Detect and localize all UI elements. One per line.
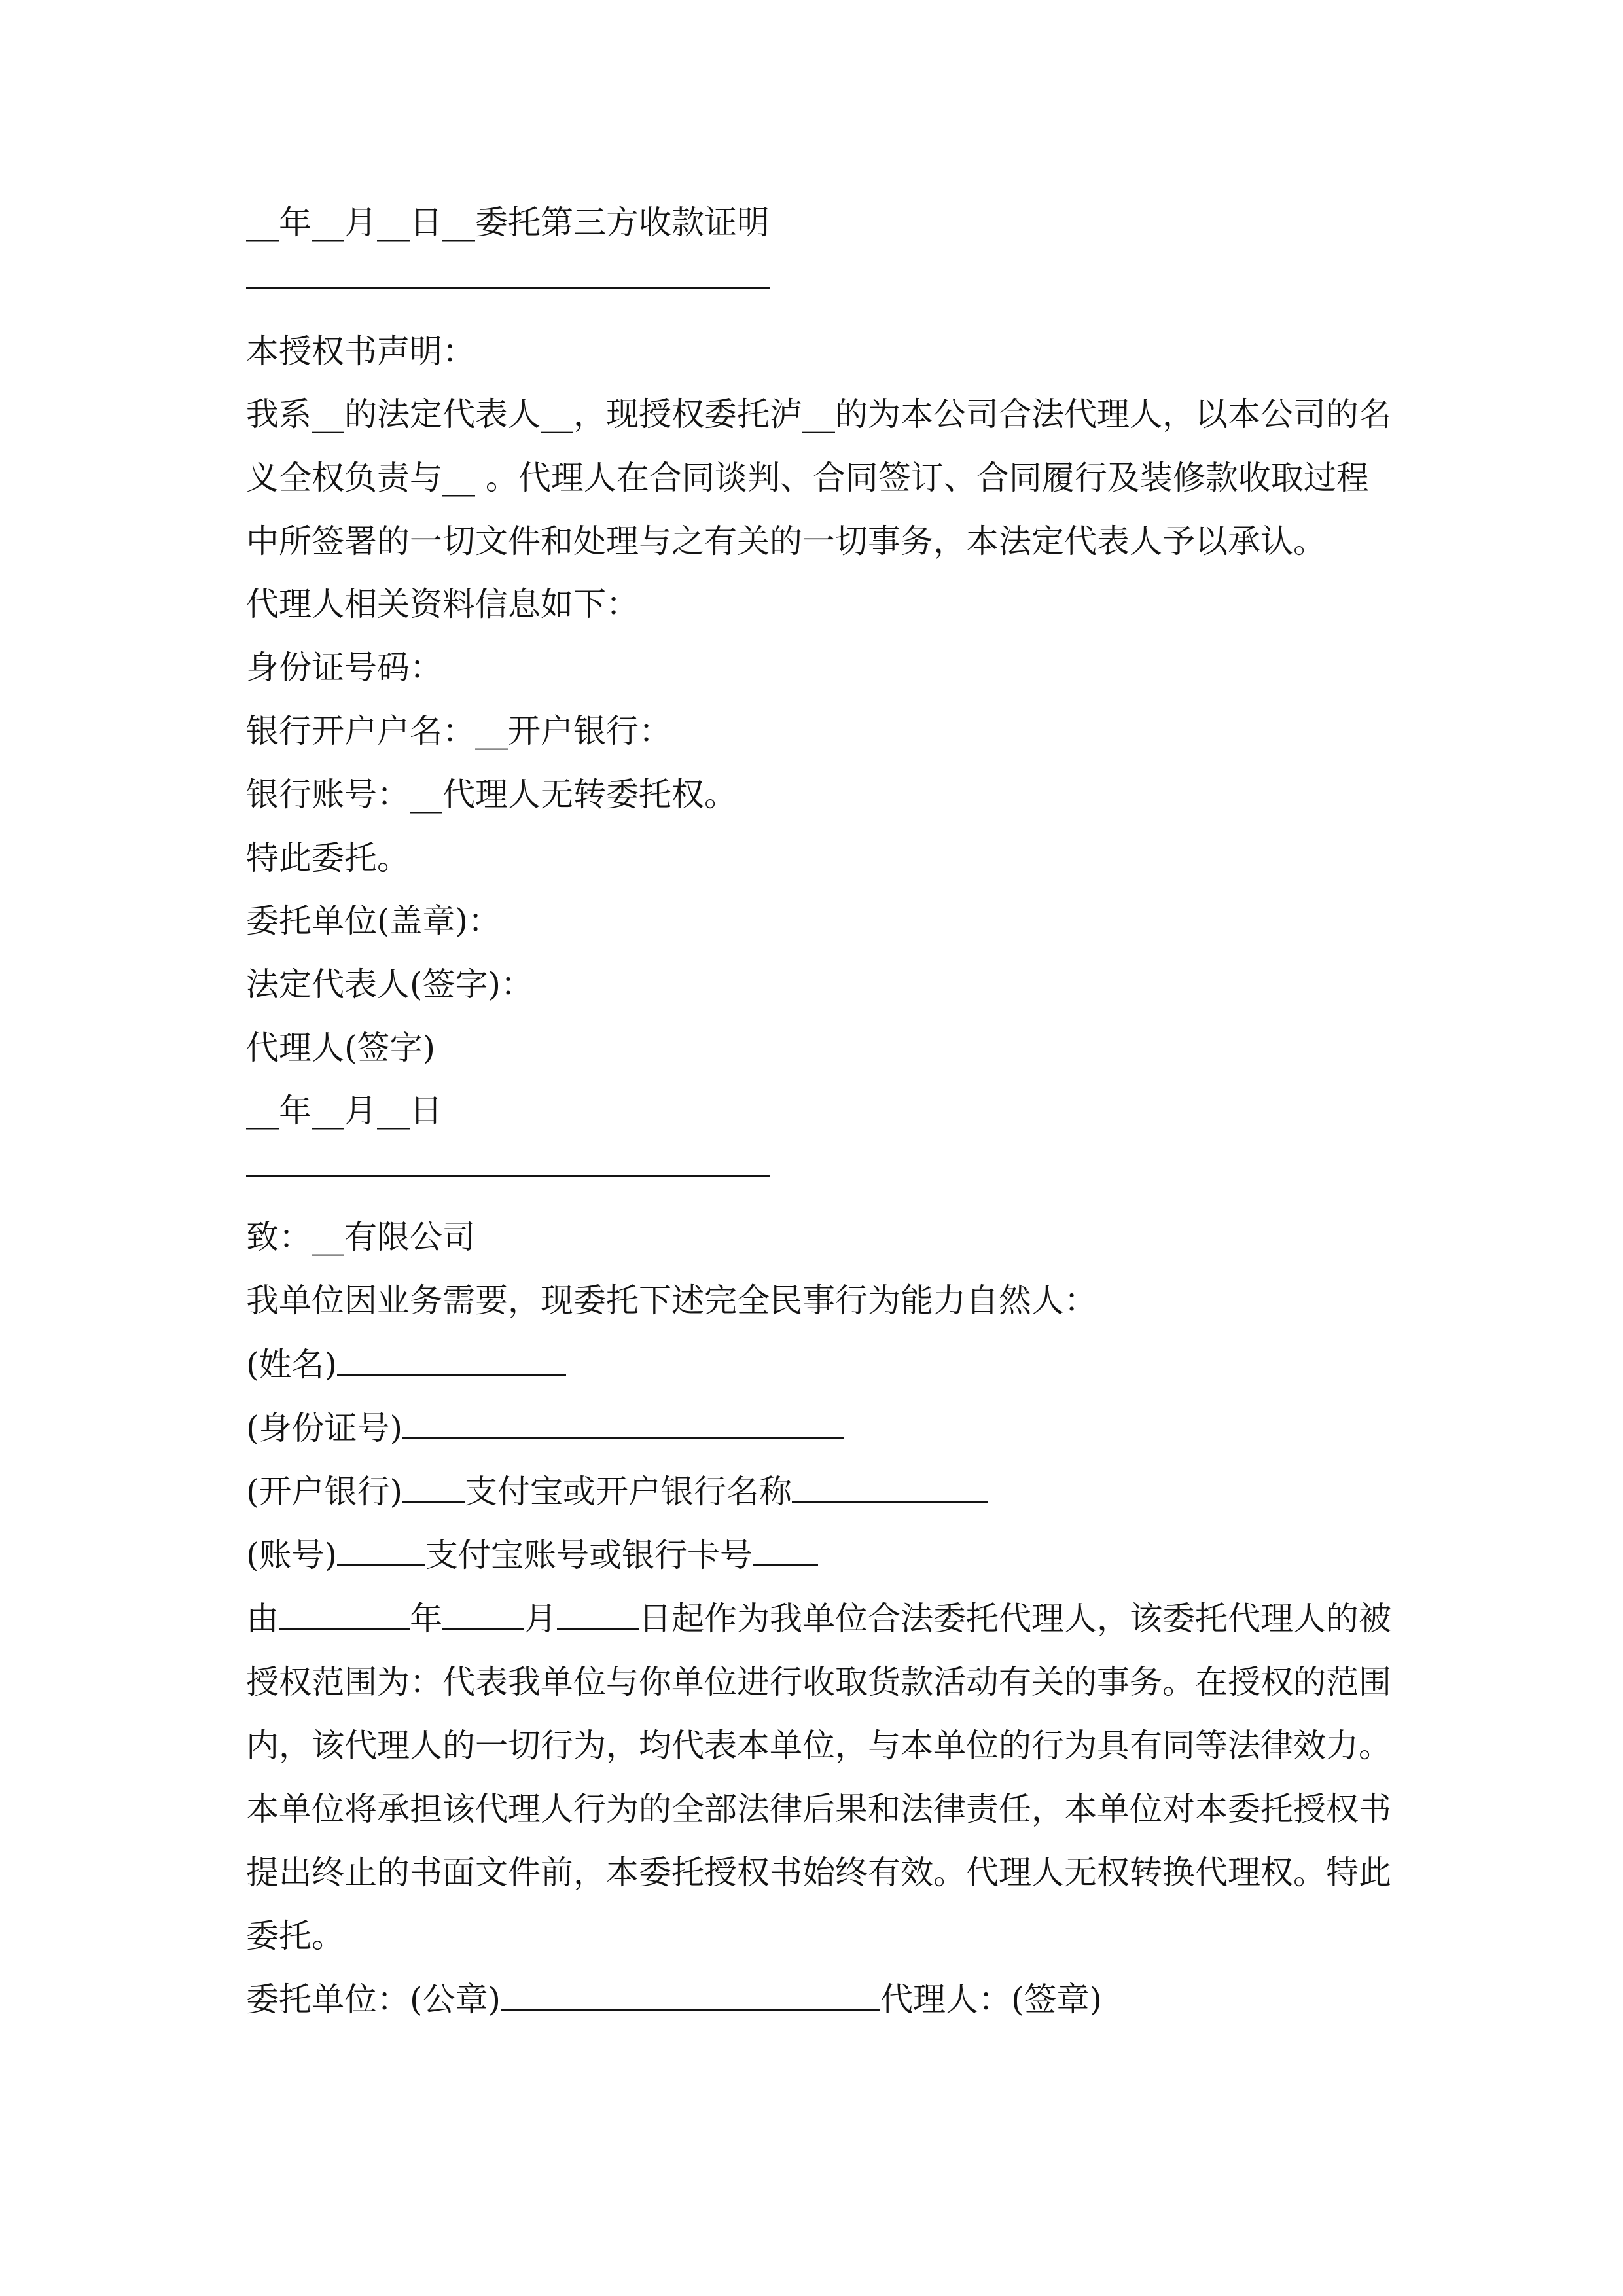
month-label: 月: [524, 1600, 557, 1638]
hereby-text: 特此委托。: [246, 839, 410, 877]
account-row: [246, 1535, 818, 1575]
from-suffix: 日起作为我单位合法委托代理人，该委托代理人的被: [639, 1600, 1391, 1638]
bank-account-field: 银行账号：__代理人无转委托权。: [246, 776, 737, 814]
month-blank: [442, 1599, 524, 1630]
agent-field: 代理人(签字): [246, 1029, 436, 1067]
id-number-field: 身份证号码：: [246, 649, 442, 687]
account-blank: [337, 1535, 425, 1566]
from-prefix: 由: [246, 1600, 279, 1638]
account-hint: 支付宝账号或银行卡号: [425, 1536, 753, 1574]
divider: [246, 287, 770, 289]
sign-unit-blank: [501, 1980, 880, 2011]
id-row: [246, 1408, 844, 1448]
sign-agent-label: 代理人：(签章): [880, 1981, 1103, 2018]
paragraph-line: 义全权负责与__ 。代理人在合同谈判、合同签订、合同履行及装修款收取过程: [246, 459, 1369, 497]
info-heading: 代理人相关资料信息如下：: [246, 585, 639, 623]
sign-unit-label: 委托单位：(公章): [246, 1981, 501, 2018]
year-label: 年: [410, 1600, 442, 1638]
bank-hint: 支付宝或开户银行名称: [465, 1473, 793, 1511]
paragraph-line: 内，该代理人的一切行为，均代表本单位，与本单位的行为具有同等法律效力。: [246, 1727, 1391, 1765]
principal-unit-field: 委托单位(盖章)：: [246, 902, 501, 940]
bank-account-name-field: 银行开户户名：__开户银行：: [246, 712, 671, 750]
signature-row: [246, 1980, 1102, 2019]
paragraph-line: 提出终止的书面文件前，本委托授权书始终有效。代理人无权转换代理权。特此: [246, 1854, 1391, 1892]
bank-blank: [402, 1472, 465, 1503]
name-blank: [337, 1345, 566, 1376]
bank-label: (开户银行): [246, 1473, 403, 1511]
paragraph-line: 本单位将承担该代理人行为的全部法律后果和法律责任，本单位对本委托授权书: [246, 1790, 1391, 1828]
legal-rep-field: 法定代表人(签字)：: [246, 965, 534, 1003]
date-line: __年__月__日: [246, 1092, 442, 1130]
declaration-heading: 本授权书声明：: [246, 332, 475, 370]
paragraph-line: 我系__的法定代表人__，现授权委托泸__的为本公司合法代理人，以本公司的名: [246, 395, 1391, 433]
bank-row: [246, 1472, 988, 1511]
day-blank: [557, 1599, 639, 1630]
divider: [246, 1175, 770, 1177]
addressee: 致：__有限公司: [246, 1218, 475, 1256]
id-label: (身份证号): [246, 1409, 403, 1447]
year-blank: [279, 1599, 410, 1630]
id-blank: [402, 1408, 844, 1439]
paragraph-line: 授权范围为：代表我单位与你单位进行收取货款活动有关的事务。在授权的范围: [246, 1663, 1391, 1701]
name-row: [246, 1345, 566, 1384]
paragraph-line: 委托。: [246, 1917, 344, 1955]
bank-blank: [792, 1472, 988, 1503]
account-label: (账号): [246, 1536, 338, 1574]
paragraph-line: 中所签署的一切文件和处理与之有关的一切事务，本法定代表人予以承认。: [246, 522, 1326, 560]
name-label: (姓名): [246, 1346, 338, 1384]
document-title: __年__月__日__委托第三方收款证明: [246, 204, 770, 242]
account-blank: [753, 1535, 818, 1566]
intro-text: 我单位因业务需要，现委托下述完全民事行为能力自然人：: [246, 1282, 1097, 1319]
effective-date-row: [246, 1599, 1391, 1638]
